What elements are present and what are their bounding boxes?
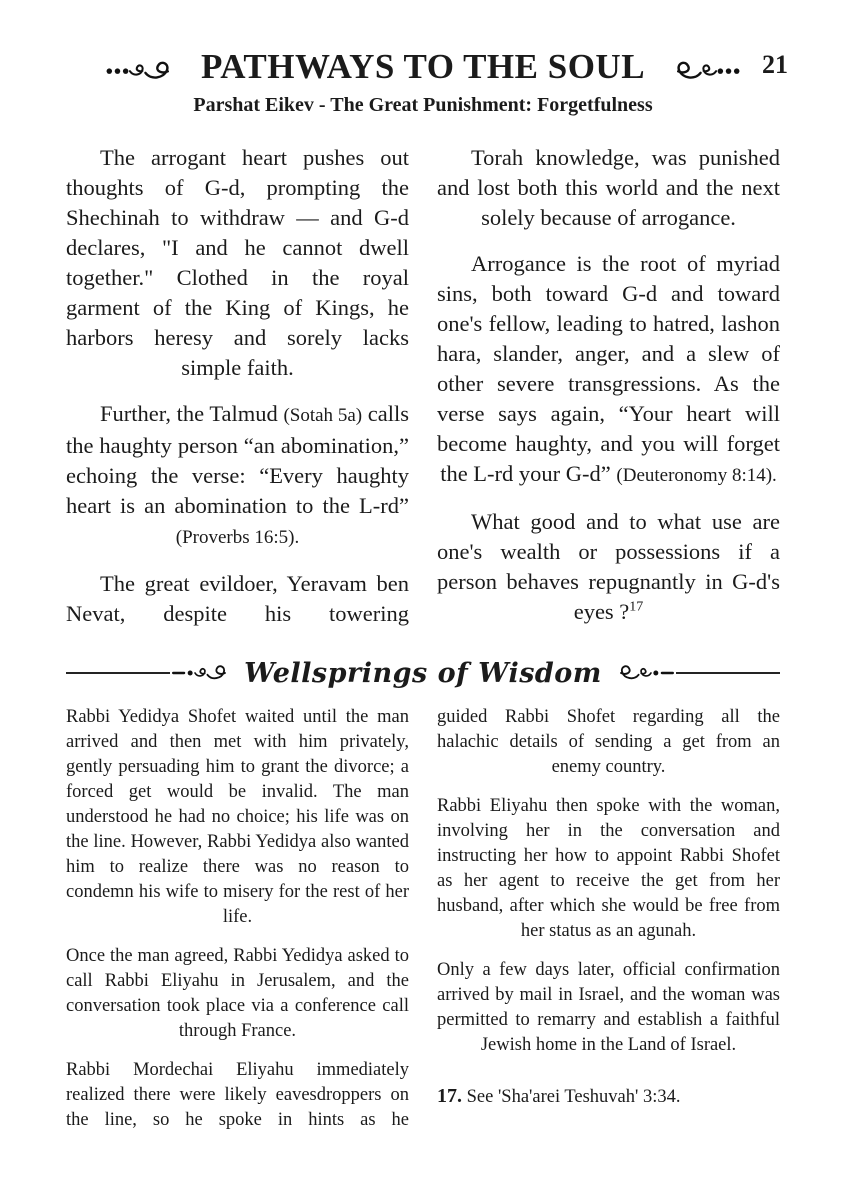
page-header: [66, 44, 788, 117]
footnote-marker: 17.: [437, 1085, 462, 1107]
divider-flourish-left-icon: [172, 662, 234, 684]
main-article-right-column: [437, 143, 780, 629]
footnote-text: See 'Sha'arei Teshuvah' 3:34.: [462, 1087, 681, 1107]
rabbi-shofet-paragraph: Rabbi Yedidya Shofet waited until the man arrived and then met with him privately, gently persuading him to grant the divorce; a forced get would be invalid. The man understood he had no choice; his life was on the line. However, Rabbi Yedidya also wanted him to realize there was no reason to condemn his wife to misery for the rest of her life.: [66, 707, 409, 927]
what-good-paragraph: What good and to what use are one's wealth or possessions if a person behaves repugnantly in G-d's eyes ?$^{17}$: [437, 509, 780, 624]
confirmation-paragraph: Only a few days later, official confirmation arrived by mail in Israel, and the woman was permitted to remarry and establish a faithful Jewish home in the Land of Israel.: [437, 960, 780, 1055]
page-title: PATHWAYS TO THE SOUL: [200, 46, 646, 86]
divider-rule-right: [676, 672, 780, 674]
divider-flourish-right-icon: [612, 662, 674, 684]
story-left-column: [66, 705, 409, 1147]
conference-call-paragraph: Once the man agreed, Rabbi Yedidya asked to call Rabbi Eliyahu in Jerusalem, and the conversation took place via a conference call through France.: [66, 946, 409, 1041]
divider-center: [170, 658, 676, 689]
story-right-column: [437, 705, 780, 1147]
agunah-paragraph: Rabbi Eliyahu then spoke with the woman, involving her in the conversation and instructing her how to appoint Rabbi Shofet as her agent to receive the get from her husband, after which she would be free from her status as an agunah.: [437, 796, 780, 941]
page-subtitle: Parshat Eikev - The Great Punishment: Forgetfulness: [193, 94, 653, 116]
section-divider: [66, 655, 780, 691]
main-article-left-column: [66, 143, 409, 629]
talmud-paragraph: Further, the Talmud (Sotah 5a) calls the haughty person “an abomination,” echoing the verse: “Every haughty heart is an abomination to the L-rd” (Proverbs 16:5).: [66, 401, 409, 548]
scroll-flourish-left-icon: [105, 51, 191, 81]
eavesdroppers-continued-paragraph: guided Rabbi Shofet regarding all the halachic details of sending a get from an enemy country.: [437, 707, 780, 777]
arrogant-heart-paragraph: The arrogant heart pushes out thoughts of G-d, prompting the Shechinah to withdraw — and G-d declares, "I and he cannot dwell together." Clothed in the royal garment of the King of Kings, he harbors heresy and sorely lacks simple faith.: [66, 145, 409, 380]
story-right-paragraphs: [437, 705, 780, 1058]
footnote: [437, 1084, 780, 1110]
yeravam-paragraph: The great evildoer, Yeravam ben Nevat, despite his towering: [66, 571, 409, 626]
title-row: [66, 44, 780, 88]
eavesdroppers-paragraph: Rabbi Mordechai Eliyahu immediately realized there were likely eavesdroppers on the line, so he spoke in hints as he: [66, 1060, 409, 1130]
divider-title: Wellsprings of Wisdom: [244, 657, 602, 689]
story-section: [66, 705, 780, 1147]
scroll-flourish-right-icon: [655, 51, 741, 81]
arrogance-root-paragraph: Arrogance is the root of myriad sins, both toward G-d and toward one's fellow, leading to hatred, lashon hara, slander, anger, and a slew of other severe transgressions. As the verse says again, “Your heart will become haughty, and you will forget the L-rd your G-d” (Deuteronomy 8:14).: [437, 251, 780, 486]
divider-rule-left: [66, 672, 170, 674]
yeravam-continued-paragraph: Torah knowledge, was punished and lost both this world and the next solely because of arrogance.: [437, 145, 780, 230]
main-article: [66, 143, 780, 629]
page-number: 21: [762, 50, 788, 79]
